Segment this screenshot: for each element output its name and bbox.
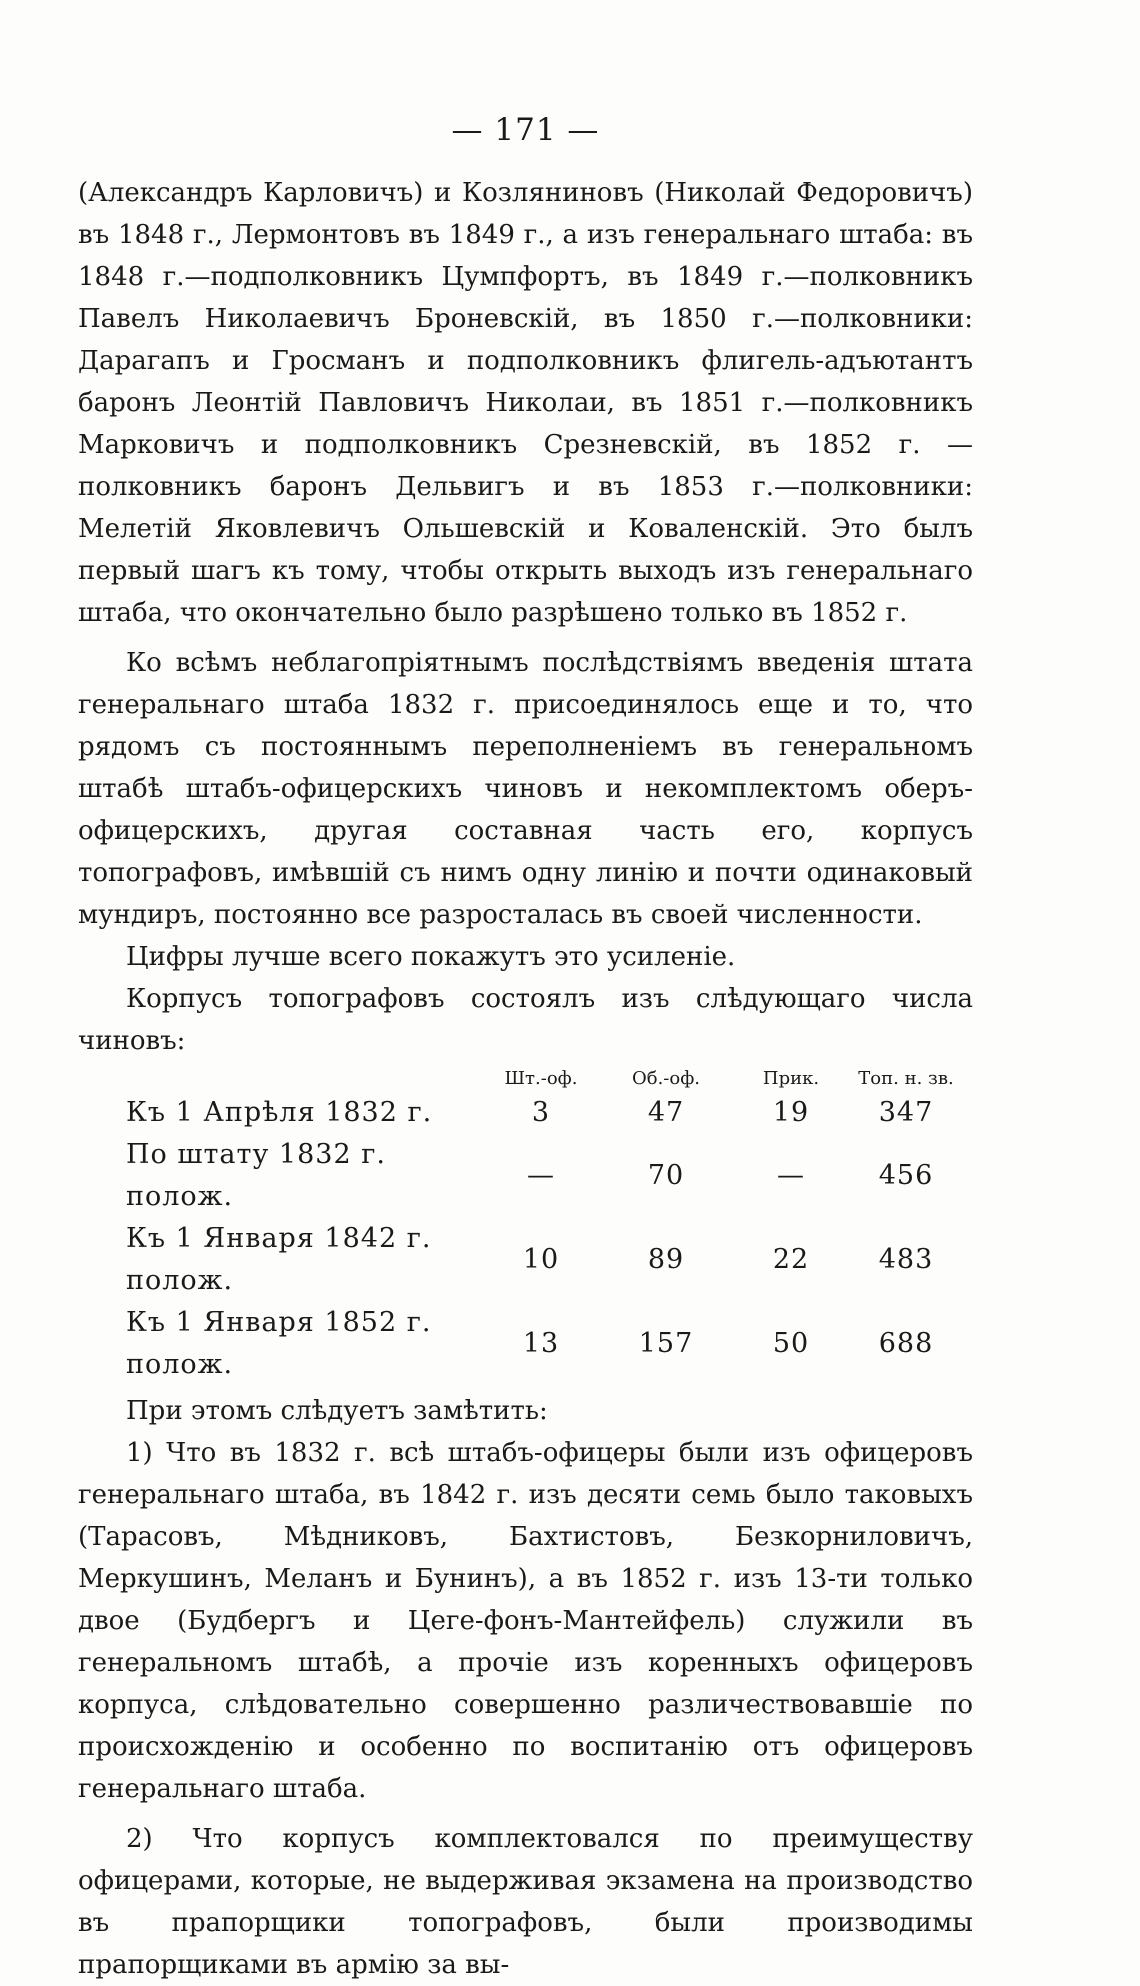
- page-number: — 171 —: [451, 112, 600, 148]
- table-header-staff-officers: Шт.-оф.: [504, 1068, 578, 1089]
- table-cell-label: Къ 1 Апрѣля 1832 г.: [126, 1097, 433, 1128]
- paragraph-note-2: 2) Что корпусъ комплектовался по преимуществу офицерами, которые, не выдерживая экзамена на производство въ прапорщики топографовъ, были производимы прапорщиками въ армію за вы-: [78, 1824, 973, 1980]
- paragraph-continuation: (Александръ Карловичъ) и Козляниновъ (Николай Федоровичъ) въ 1848 г., Лермонтовъ въ 1849 г., а изъ генеральнаго штаба: въ 1848 г.—подполковникъ Цумпфортъ, въ 1849 г.—полковникъ Павелъ Николаевичъ Броневскій, въ 1850 г.—полковники: Дарагапъ и Гросманъ и подполковникъ флигель-адъютантъ баронъ Леонтій Павловичъ Николаи, въ 1851 г.—полковникъ Марковичъ и подполковникъ Срезневскій, въ 1852 г. — полковникъ баронъ Дельвигъ и въ 1853 г.—полковники: Мелетій Яковлевичъ Ольшевскій и Коваленскій. Это былъ первый шагъ къ тому, чтобы открыть выходъ изъ генеральнаго штаба, что окончательно было разрѣшено только въ 1852 г.: [78, 178, 973, 628]
- table-cell: 3: [531, 1097, 551, 1128]
- paragraph-consequences: Ко всѣмъ неблагопріятнымъ послѣдствіямъ введенія штата генеральнаго штаба 1832 г. присоединялось еще и то, что рядомъ съ постояннымъ переполненіемъ въ генеральномъ штабѣ штабъ-офицерскихъ чиновъ и некомплектомъ оберъ-офицерскихъ, другая составная часть его, корпусъ топографовъ, имѣвшій съ нимъ одну линію и почти одинаковый мундиръ, постоянно все разросталась въ своей численности.: [78, 648, 973, 930]
- table-header-attached: Прик.: [762, 1068, 820, 1089]
- table-header-label: [126, 1066, 486, 1092]
- table-cell: 10: [522, 1244, 560, 1275]
- table-cell: 19: [772, 1097, 810, 1128]
- table-cell: —: [527, 1160, 555, 1191]
- table-header-chief-officers: Об.-оф.: [631, 1068, 701, 1089]
- table-cell: 50: [772, 1328, 810, 1359]
- document-page: [78, 100, 973, 1986]
- table-row: [126, 1134, 966, 1218]
- table-row: [126, 1092, 966, 1134]
- table-cell-label: По штату 1832 г. полож.: [126, 1139, 386, 1212]
- paragraph-note-1: 1) Что въ 1832 г. всѣ штабъ-офицеры были изъ офицеровъ генеральнаго штаба, въ 1842 г. изъ десяти семь было таковыхъ (Тарасовъ, Мѣдниковъ, Бахтистовъ, Безкорниловичъ, Меркушинъ, Меланъ и Бунинъ), а въ 1852 г. изъ 13-ти только двое (Будбергъ и Цеге-фонъ-Мантейфель) служили въ генеральномъ штабѣ, а прочіе изъ коренныхъ офицеровъ корпуса, слѣдовательно совершенно различествовавшіе по происхожденію и особенно по воспитанію отъ офицеровъ генеральнаго штаба.: [78, 1438, 973, 1804]
- table-row: [126, 1302, 966, 1386]
- table-cell: 157: [638, 1328, 694, 1359]
- table-cell-label: Къ 1 Января 1852 г. полож.: [126, 1307, 432, 1380]
- table-cell: 483: [878, 1244, 934, 1275]
- table-cell: 13: [522, 1328, 560, 1359]
- paragraph-figures-intro: Цифры лучше всего покажутъ это усиленіе.: [126, 942, 736, 972]
- topographers-table: [126, 1066, 966, 1386]
- table-row: [126, 1218, 966, 1302]
- table-cell: 456: [878, 1160, 934, 1191]
- table-header-topographers: Топ. н. зв.: [858, 1068, 954, 1089]
- table-cell: —: [777, 1160, 805, 1191]
- table-cell: 70: [647, 1160, 685, 1191]
- table-cell: 89: [647, 1244, 685, 1275]
- table-header-row: [126, 1066, 966, 1092]
- table-cell: 47: [647, 1097, 685, 1128]
- table-cell: 688: [878, 1328, 934, 1359]
- paragraph-note-intro: При этомъ слѣдуетъ замѣтить:: [126, 1396, 548, 1426]
- table-cell: 347: [878, 1097, 934, 1128]
- table-cell: 22: [772, 1244, 810, 1275]
- paragraph-table-intro: Корпусъ топографовъ состоялъ изъ слѣдующаго числа чиновъ:: [78, 984, 973, 1056]
- table-cell-label: Къ 1 Января 1842 г. полож.: [126, 1223, 432, 1296]
